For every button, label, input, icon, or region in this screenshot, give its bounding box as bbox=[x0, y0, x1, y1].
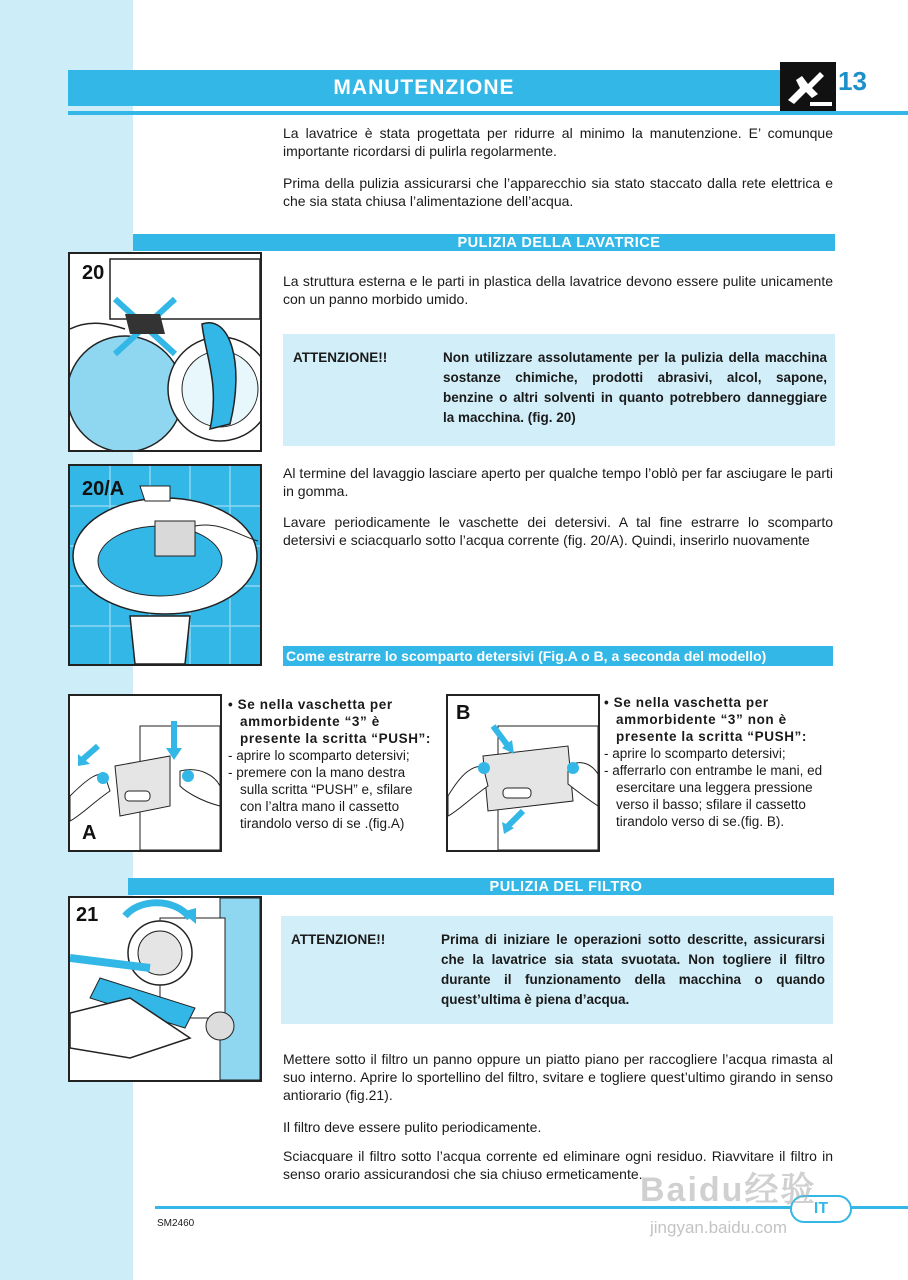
filter-paragraph-3: Sciacquare il filtro sotto l’acqua corrente ed eliminare ogni residuo. Riavvitare il filtro in senso orario assicurandosi che sia chiuso ermeticamente. bbox=[283, 1148, 833, 1182]
language-badge: IT bbox=[790, 1195, 852, 1223]
drawer-section-title: Come estrarre lo scomparto detersivi (Fig.A o B, a seconda del modello) bbox=[283, 646, 833, 666]
figure-a-label: A bbox=[82, 822, 97, 844]
page-title: MANUTENZIONE bbox=[68, 70, 780, 106]
steps-b-heading: • Se nella vaschetta per ammorbidente “3” non è presente la scritta “PUSH”: bbox=[604, 695, 808, 744]
figure-b bbox=[446, 694, 600, 852]
cleaning-paragraph-1: La struttura esterna e le parti in plastica della lavatrice devono essere pulite unicamente con un panno morbido umido. bbox=[283, 273, 833, 307]
maintenance-tools-icon bbox=[780, 62, 836, 112]
document-code: SM2460 bbox=[157, 1218, 195, 1229]
figure-20 bbox=[68, 252, 262, 452]
filter-paragraph-2: Il filtro deve essere pulito periodicamente. bbox=[283, 1119, 542, 1135]
steps-b bbox=[604, 694, 834, 830]
steps-b-item-1: - aprire lo scomparto detersivi; bbox=[604, 746, 786, 761]
filter-paragraph-1: Mettere sotto il filtro un panno oppure un piatto piano per raccogliere l’acqua rimasta al suo interno. Aprire lo sportellino del filtro, svitare e togliere quest’ultimo girando in senso antiorario (fig.21). bbox=[283, 1051, 833, 1103]
warning-box-filter bbox=[281, 916, 833, 1024]
warning-label: ATTENZIONE!! bbox=[293, 350, 388, 365]
intro-paragraph-1: La lavatrice è stata progettata per ridurre al minimo la manutenzione. E’ comunque importante ricordarsi di pulirla regolarmente. bbox=[283, 125, 833, 159]
figure-20a-label: 20/A bbox=[82, 478, 125, 500]
figure-20a bbox=[68, 464, 262, 666]
watermark-url: jingyan.baidu.com bbox=[650, 1218, 788, 1237]
header-rule bbox=[68, 111, 908, 115]
cleaning-paragraph-3: Lavare periodicamente le vaschette dei detersivi. A tal fine estrarre lo scomparto detersivi e sciacquarlo sotto l’acqua corrente (fig. 20/A). Quindi, inserirlo nuovamente bbox=[283, 514, 833, 548]
filter-warning-label: ATTENZIONE!! bbox=[291, 932, 386, 947]
section-title-cleaning: PULIZIA DELLA LAVATRICE bbox=[133, 234, 835, 251]
warning-text: Non utilizzare assolutamente per la pulizia della macchina sostanze chimiche, prodotti abrasivi, alcol, sapone, benzine o altri solventi in quanto potrebbero danneggiare la macchina. (fig. 20) bbox=[443, 350, 827, 425]
section-title-filter: PULIZIA DEL FILTRO bbox=[128, 878, 834, 895]
figure-21 bbox=[68, 896, 262, 1082]
steps-b-item-2: - afferrarlo con entrambe le mani, ed esercitare una leggera pressione verso il basso; sfilare il cassetto tirandolo verso di se.(fig. B). bbox=[604, 763, 823, 829]
warning-box-cleaning bbox=[283, 334, 835, 446]
watermark-logo: Baidu经验 bbox=[640, 1171, 817, 1209]
figure-20-label: 20 bbox=[82, 262, 105, 284]
figure-b-label: B bbox=[456, 702, 471, 724]
cleaning-paragraph-2: Al termine del lavaggio lasciare aperto per qualche tempo l’oblò per far asciugare le parti in gomma. bbox=[283, 465, 833, 499]
page-number: 13 bbox=[838, 66, 867, 96]
figure-21-label: 21 bbox=[76, 904, 99, 926]
steps-a-heading: • Se nella vaschetta per ammorbidente “3” è presente la scritta “PUSH”: bbox=[228, 697, 432, 746]
intro-paragraph-2: Prima della pulizia assicurarsi che l’apparecchio sia stato staccato dalla rete elettrica e che sia stata chiusa l’alimentazione dell’acqua. bbox=[283, 175, 833, 209]
figure-a bbox=[68, 694, 222, 852]
filter-warning-text: Prima di iniziare le operazioni sotto descritte, assicurarsi che la lavatrice sia stata svuotata. Non togliere il filtro durante il funzionamento della macchina o quando quest’ultima è piena d’acqua. bbox=[441, 932, 825, 1007]
steps-a-item-2: - premere con la mano destra sulla scritta “PUSH” e, sfilare con l’altra mano il cassetto tirandolo verso di se .(fig.A) bbox=[228, 765, 413, 831]
steps-a-item-1: - aprire lo scomparto detersivi; bbox=[228, 748, 410, 763]
steps-a bbox=[228, 696, 434, 832]
